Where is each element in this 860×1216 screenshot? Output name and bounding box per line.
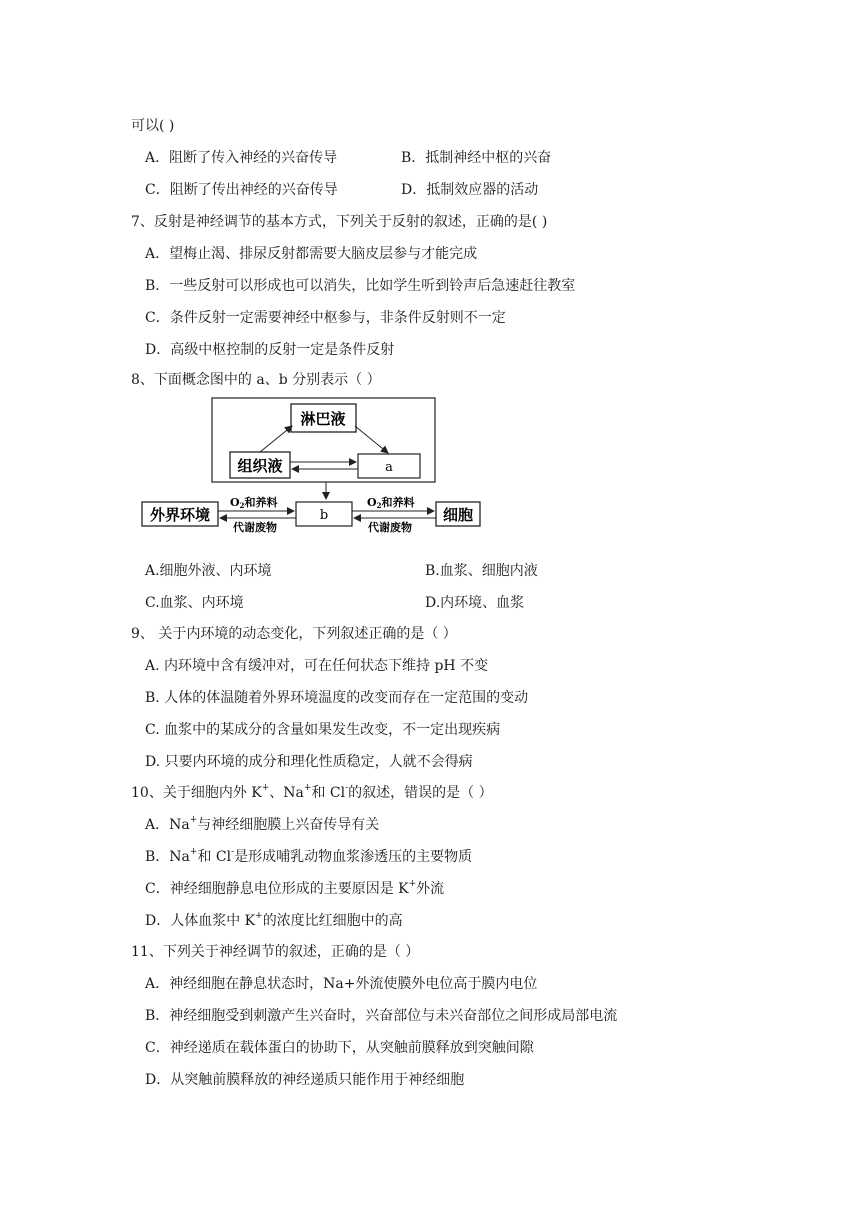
q11-option-a[interactable]: A．神经细胞在静息状态时，Na+外流使膜外电位高于膜内电位 (145, 976, 538, 992)
q10-d-text-1: D．人体血浆中 K (145, 913, 256, 929)
q10-a-text-2: 与神经细胞膜上兴奋传导有关 (197, 817, 380, 833)
q6-stem-tail: 可以( ) (131, 118, 175, 134)
q10-option-d[interactable] (145, 911, 403, 931)
q6-option-a[interactable]: A．阻断了传入神经的兴奋传导 (145, 150, 338, 166)
q7-option-b[interactable]: B．一些反射可以形成也可以消失，比如学生听到铃声后急速赶往教室 (145, 278, 576, 294)
q8-option-d[interactable]: D.内环境、血浆 (425, 595, 525, 611)
lymph-label: 淋巴液 (300, 410, 346, 428)
q6-option-b[interactable]: B．抵制神经中枢的兴奋 (401, 150, 552, 166)
q9-stem: 9、 关于内环境的动态变化，下列叙述正确的是（ ） (131, 626, 457, 642)
q6-option-d[interactable]: D．抵制效应器的活动 (401, 182, 539, 198)
q9-option-b[interactable]: B. 人体的体温随着外界环境温度的改变而存在一定范围的变动 (145, 690, 529, 706)
q10-d-text-2: 的浓度比红细胞中的高 (262, 913, 403, 929)
q10-b-sup-2: - (231, 847, 235, 857)
q11-option-c[interactable]: C．神经递质在载体蛋白的协助下，从突触前膜释放到突触间隙 (145, 1040, 534, 1056)
q10-stem-text-3: 和 Cl (311, 785, 346, 801)
cell-label: 细胞 (442, 506, 474, 524)
q10-stem-text-1: 10、关于细胞内外 K (131, 785, 262, 801)
q10-b-sup-1: + (189, 847, 198, 857)
arrow-lymph-to-a (355, 426, 388, 453)
q11-option-d[interactable]: D．从突触前膜释放的神经递质只能作用于神经细胞 (145, 1072, 465, 1088)
outside-environment-label: 外界环境 (149, 506, 211, 524)
q6-option-c[interactable]: C．阻断了传出神经的兴奋传导 (145, 182, 338, 198)
concept-diagram (140, 396, 485, 534)
q10-stem-text-2: 、Na (269, 785, 304, 801)
o2-nutrient-label-right: O2和养料 (367, 496, 415, 510)
q8-option-a[interactable]: A.细胞外液、内环境 (145, 563, 272, 579)
q7-option-d[interactable]: D．高级中枢控制的反射一定是条件反射 (145, 342, 395, 358)
q8-option-b[interactable]: B.血浆、细胞内液 (425, 563, 538, 579)
q10-a-text-1: A．Na (145, 817, 190, 833)
arrow-tissue-to-lymph (260, 426, 292, 452)
q10-c-sup: + (408, 879, 417, 889)
q7-option-c[interactable]: C．条件反射一定需要神经中枢参与，非条件反射则不一定 (145, 310, 506, 326)
waste-label-left: 代谢废物 (233, 521, 277, 534)
q10-b-text-2: 和 Cl (197, 849, 232, 865)
q10-c-text-1: C．神经细胞静息电位形成的主要原因是 K (145, 881, 409, 897)
a-label: a (385, 460, 393, 475)
q7-stem: 7、反射是神经调节的基本方式，下列关于反射的叙述，正确的是( ) (131, 214, 548, 230)
q10-option-c[interactable] (145, 879, 444, 899)
q10-sup-3: - (345, 783, 349, 793)
q10-b-text-1: B．Na (145, 849, 190, 865)
q11-option-b[interactable]: B．神经细胞受到刺激产生兴奋时，兴奋部位与未兴奋部位之间形成局部电流 (145, 1008, 618, 1024)
q10-sup-1: + (261, 783, 270, 793)
q10-a-sup: + (189, 815, 198, 825)
q10-stem (131, 783, 493, 803)
tissue-fluid-label: 组织液 (237, 457, 283, 475)
q10-sup-2: + (303, 783, 312, 793)
q10-b-text-3: 是形成哺乳动物血浆渗透压的主要物质 (234, 849, 473, 865)
q9-option-d[interactable]: D. 只要内环境的成分和理化性质稳定，人就不会得病 (145, 754, 473, 770)
q10-d-sup: + (255, 911, 263, 921)
q7-option-a[interactable]: A．望梅止渴、排尿反射都需要大脑皮层参与才能完成 (145, 246, 478, 262)
q8-stem: 8、下面概念图中的 a、b 分别表示（ ） (131, 372, 381, 388)
q10-option-a[interactable] (145, 815, 379, 835)
q10-c-text-2: 外流 (416, 881, 445, 897)
q8-option-c[interactable]: C.血浆、内环境 (145, 595, 244, 611)
q9-option-c[interactable]: C. 血浆中的某成分的含量如果发生改变，不一定出现疾病 (145, 722, 501, 738)
q9-option-a[interactable]: A. 内环境中含有缓冲对，可在任何状态下维持 pH 不变 (145, 658, 489, 674)
waste-label-right: 代谢废物 (368, 521, 412, 534)
q11-stem: 11、下列关于神经调节的叙述，正确的是（ ） (131, 944, 420, 960)
b-label: b (319, 508, 329, 523)
concept-diagram-svg (140, 396, 485, 534)
q10-option-b[interactable] (145, 847, 472, 867)
q10-stem-text-4: 的叙述，错误的是（ ） (348, 785, 493, 801)
o2-nutrient-label-left: O2和养料 (230, 496, 278, 510)
